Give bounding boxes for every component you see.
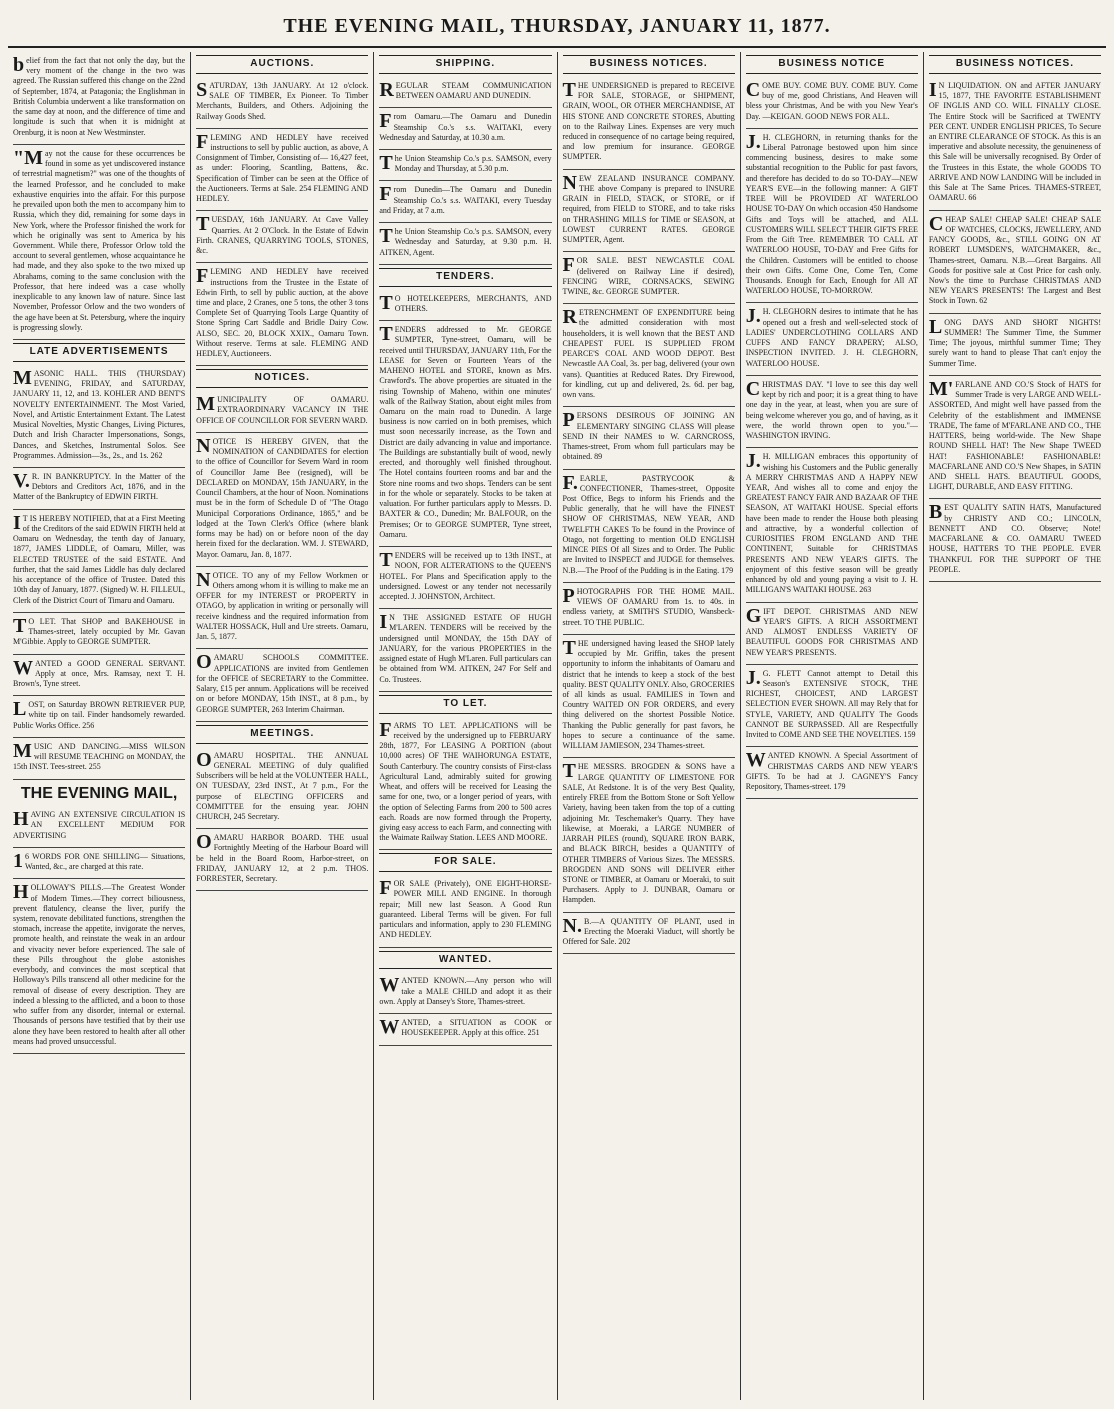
section-heading: FOR SALE. — [379, 853, 551, 872]
ad-text: THE undersigned having leased the SHOP lately occupied by Mr. Griffin, takes the present opportunity to inform the inhabitants of Oamaru and district that he intends to keep a stock of the best quality. BEST QUALITY ONLY. Also, GROCERIES of all kinds as usual. FAMILIES in Town and Country WAITED ON FOR ORDERS, and every thing delivered on the shortest Possible Notice. Thanking the Public generally for past favors, he hopes to secure a continuance of the same. WILLIAM JAMIESON, 234 Thames-street. — [562, 636, 735, 751]
advertisement — [379, 717, 551, 851]
advertisement — [929, 376, 1101, 500]
ad-text: REGULAR STEAM COMMUNICATION BETWEEN OAMARU AND DUNEDIN. — [379, 78, 552, 101]
ad-text: FOR SALE. BEST NEWCASTLE COAL (delivered on Railway Line if desired), FENCING WIRE, CORNSACKS, SEWING TWINE, &c. GEORGE SUMPTER. — [562, 254, 735, 297]
ad-text: FLEMING AND HEDLEY have received instructions to sell by public auction, as above, A Consignment of Timber, Consisting of— 16,427 feet, as under: Flooring, Scantling, Battens, &c. Specification of Timber can be seen at the Office of the Auctioneers. Terms at Sale. 254 FLEMING AND HEDLEY. — [196, 130, 369, 204]
ad-text: PHOTOGRAPHS FOR THE HOME MAIL. VIEWS OF OAMARU from 1s. to 40s. in endless variety, at SMITH'S STUDIO, Wansbeck-street. TO THE PUBLIC. — [562, 584, 735, 627]
advertisement — [929, 77, 1101, 211]
advertisement — [563, 583, 735, 635]
ad-text: HAVING AN EXTENSIVE CIRCULATION IS AN EXCELLENT MEDIUM FOR ADVERTISING — [13, 808, 186, 840]
ad-text: OAMARU SCHOOLS COMMITTEE. APPLICATIONS are invited from Gentlemen for the OFFICE of SECRETARY to the Committee. Salary, £15 per annum. Applications will be received on or before MONDAY, 15th INST., at 8 p.m., by GEORGE SUMPTER, 263 Interim Chairman. — [196, 651, 369, 714]
ad-text: "May not the cause for these occurrences be found in some as yet undiscovered instance of terrestrial magnetism?" was one of the thoughts of the learned Professor, and he concluded to make exhaustive enquiries into the affair. For this purpose he prevailed upon both the men to accompany him to Russia, which they did, remaining for some days in New York, where the Professor finished the work for which he originally was sent to America by his Government. While there, Professor Orlow told the account to several gentlemen, whose acquaintance he had made, and they also spoke to the two mixed up Abrahams, coming to the same conclusion with the Professor, that here indeed was a case wholly inexplicable to any known law of nature. Since last November, Professor Orlow and the two wonders of the age have been at St. Petersburg, where the inquiry is progressing slowly. — [13, 146, 186, 332]
advertisement — [746, 303, 918, 375]
column-6 — [924, 52, 1106, 1400]
advertisement — [563, 635, 735, 759]
ad-text: SATURDAY, 13th JANUARY. At 12 o'clock. SALE OF TIMBER, Ex Pioneer. To Timber Merchants, Builders, and Others. Adjoining the Railway Goods Shed. — [196, 78, 369, 121]
advertisement — [196, 263, 368, 366]
section-heading: BUSINESS NOTICE — [746, 55, 918, 74]
advertisement — [13, 806, 185, 848]
ad-text: N.B.—A QUANTITY OF PLANT, used in Erecting the Moeraki Viaduct, will shortly be Offered for Sale. 202 — [562, 914, 735, 947]
ad-text: FLEMING AND HEDLEY have received instructions from the Trustee in the Estate of Edwin Firth, to sell by public auction, at the above time and place, 2 Cranes, one 5 tons, the other 3 tons Complete Set of Quarrying Tools Large Quantity of Stone Spring Cart Saddle and Bridle Dairy Cow. ALSO, SEC. 20, BLOCK XXIX., Oamaru Town. Without reserve. Terms at sale. FLEMING AND HEDLEY, Auctioneers. — [196, 265, 369, 359]
ad-text: RETRENCHMENT OF EXPENDITURE being the admitted consideration with most householders, it is well known that the BEST AND CHEAPEST FUEL IS SUPPLIED FROM PEARCE'S COAL AND WOOD DEPOT. Best Newcastle AA Coal, 3s. per bag, delivered (your own vans). Quantities at Reduced Rates. Dry Firewood, for kindling, cut up and delivered, 2s. 6d. per bag, own vans. — [562, 306, 735, 400]
advertisement — [379, 321, 551, 547]
section-heading: LATE ADVERTISEMENTS — [13, 343, 185, 362]
ad-text: FARMS TO LET. APPLICATIONS will be received by the undersigned up to FEBRUARY 28th, 1877, For LEASING A PORTION (about 10,000 acres) OF THE WAIHORUNGA ESTATE, South Canterbury. The country consists of First-class Agricultural Land, admirably suited for growing Wheat, and offers will be received for Leasing the same for one, two, or a longer period of years, with the option of Selecting Farms from 200 to 500 acres each. Roads are now formed through the Property, giving easy access to each Farm, and connecting with the Waimate Railway Station. LEES AND MOORE. — [379, 718, 552, 843]
advertisement — [13, 365, 185, 468]
advertisement — [13, 613, 185, 655]
advertisement — [746, 448, 918, 602]
advertisement — [746, 747, 918, 799]
advertisement — [379, 290, 551, 321]
ad-text: NOTICE IS HEREBY GIVEN, that the NOMINATION of CANDIDATES for election to the office of Councillor for Severn Ward in room of Councillor Jame Bee (resigned), will be DECLARED on MONDAY, 15th JANUARY, in the Council Chambers, at the hour of Noon. Nominations must be in the form of Schedule D of "The Otago Municipal Corporations Ordinance, 1865," and be lodged at the Town Clerk's Office (where blank forms may be had) on or before noon of the day herein fixed for the declaration. WM. J. STEWARD, Mayor. Oamaru, Jan. 8, 1877. — [196, 434, 369, 559]
ad-text: V.R. IN BANKRUPTCY. In the Matter of the Debtors and Creditors Act, 1876, and in the Matter of the Bankruptcy of EDWIN FIRTH. — [13, 470, 186, 502]
advertisement — [196, 567, 368, 650]
ad-text: COME BUY. COME BUY. COME BUY. Come buy of me, good Christians, And Heaven will bless your Christmas, And be with you New Year's Day. —KEIGAN. GOOD NEWS FOR ALL. — [745, 78, 918, 121]
advertisement — [929, 499, 1101, 582]
advertisement — [196, 433, 368, 567]
advertisement — [379, 223, 551, 265]
ad-text: NOTICE. TO any of my Fellow Workmen or Others among whom it is willing to make me an OFFER for my INTEREST or PROPERTY in OTAGO, by application in writing or personally will receive kindness and the required information from WALTER HOSSACK, Hull and Ure streets. Oamaru, Jan. 5, 1877. — [196, 568, 369, 642]
advertisement — [379, 609, 551, 692]
advertisement — [563, 407, 735, 469]
ad-text: WANTED a GOOD GENERAL SERVANT. Apply at once, Mrs. Ramsay, next T. H. Brown's, Tyne street. — [13, 656, 186, 688]
column-3 — [374, 52, 557, 1400]
ad-text: IN THE ASSIGNED ESTATE OF HUGH M'LAREN. TENDERS will be received by the undersigned until MONDAY, the 15th DAY of JANUARY, for the various PROPERTIES in the assigned estate of Hugh M'Laren. Full particulars can be obtained from WM. AITKEN, 247 For Self and Co. Trustees. — [379, 611, 552, 684]
ad-text: NEW ZEALAND INSURANCE COMPANY. THE above Company is prepared to INSURE GRAIN in FIELD, STACK, or STORE, or if required, from FIELD to STORE, and to take risks on THRASHING MILLS for TIME or SEASON, at LOWEST CURRENT RATES. GEORGE SUMPTER, Agent. — [562, 171, 735, 245]
ad-text: TO LET. That SHOP and BAKEHOUSE in Thames-street, lately occupied by Mr. Gavan M'Gibbie. Apply to GEORGE SUMPTER. — [13, 614, 186, 647]
advertisement — [563, 77, 735, 170]
ad-text: THE UNDERSIGNED is prepared to RECEIVE FOR SALE, STORAGE, or SHIPMENT, GRAIN, WOOL, OR OTHER MERCHANDISE, AT HIS STONE AND CONCRETE STORES, Abutting on to the Railway Lines. Expenses are very much reduced in consequence of no cartage being required, and low premium for insurance. GEORGE SUMPTER. — [562, 78, 735, 162]
advertisement — [929, 211, 1101, 314]
advertisement — [379, 1014, 551, 1045]
advertisement — [196, 77, 368, 129]
advertisement — [196, 391, 368, 433]
ad-text: HOLLOWAY'S PILLS.—The Greatest Wonder of Modern Times.—They correct biliousness, prevent flatulency, cleanse the liver, purify the system, renovate debilitated functions, strengthen the stomach, increase the appetite, invigorate the nerves, promote health, and reinstate the weak in an ardour and vivacity never before experienced. The sale of these Pills throughout the globe astonishes everybody, and convinces the most sceptical that Holloway's Pills transcend all other medicine for the removal of disease of every description. They are indeed a blessing to the afflicted, and a boon to those who suffer from any disorder, internal or external. Thousands of persons have testified that by their use alone they have been restored to health after all other means had proved unsuccessful. — [13, 881, 186, 1046]
advertisement — [379, 181, 551, 223]
advertisement — [13, 879, 185, 1054]
advertisement — [746, 665, 918, 748]
advertisement — [13, 468, 185, 510]
ad-text: 16 WORDS FOR ONE SHILLING— Situations, Wanted, &c., are charged at this rate. — [13, 849, 186, 872]
ad-text: TUESDAY, 16th JANUARY. At Cave Valley Quarries. At 2 O'Clock. In the Estate of Edwin Firth. CRANES, QUARRYING TOOLS, STONES, &c. — [196, 213, 369, 256]
advertisement — [379, 875, 551, 947]
ad-text: TENDERS will be received up to 13th INST., at NOON, FOR ALTERATIONS to the QUEEN'S HOTEL. For Plans and Specification apply to the undersigned. Lowest or any tender not necessarily accepted. J. JOHNSTON, Architect. — [379, 549, 552, 601]
section-heading: WANTED. — [379, 951, 551, 970]
ad-text: OAMARU HARBOR BOARD. THE usual Fortnightly Meeting of the Harbour Board will be held in the Board Room, Harbor-street, on FRIDAY, JANUARY 12, at 2 p.m. THOS. FORRESTER, Secretary. — [196, 831, 369, 884]
section-heading: TO LET. — [379, 695, 551, 714]
advertisement — [563, 304, 735, 407]
ad-text: OAMARU HOSPITAL. THE ANNUAL GENERAL MEETING of duly qualified Subscribers will be held at the VOLUNTEER HALL, ON TUESDAY, 23rd INST., At 7 p.m., For the purpose of ELECTING OFFICERS and COMMITTEE for the ensuing year. JOHN CHURCH, 245 Secretary. — [196, 748, 369, 821]
ad-text: MUNICIPALITY OF OAMARU. EXTRAORDINARY VACANCY IN THE OFFICE OF COUNCILLOR FOR SEVERN WARD. — [196, 393, 369, 425]
advertisement — [563, 758, 735, 912]
advertisement — [13, 145, 185, 340]
ad-text: J.H. CLEGHORN, in returning thanks for the Liberal Patronage bestowed upon him since commencing business, desires to make some substantial recognition to the Public for past favors, and therefore has decided to do so TO-DAY—NEW YEAR'S EVE—in the following manner: A GIFT TREE Will be PROVIDED AT WATERLOO HOUSE TO-DAY On which occasion 450 Handsome Gifts and Toys will be attached, and ALL CUSTOMERS WILL SELECT THEIR GIFTS FREE From the Gift Tree. REMEMBER TO CALL AT WATERLOO HOUSE, TO-DAY and Free Gifts for the Children. Customers will be entitled to choose their own Gifts. Come One, Come Ten, Come Thousands. Enough for Each, Enough for All AT WATERLOO HOUSE, TO-MORROW. — [745, 130, 918, 296]
ad-text: CHRISTMAS DAY. "I love to see this day well kept by rich and poor; it is a great thing to have one day in the year, at least, when you are sure of being welcome wherever you go, and of having, as it were, the world thrown open to you."—WASHINGTON IRVING. — [745, 377, 918, 441]
advertisement — [379, 972, 551, 1014]
ad-text: WANTED KNOWN.—Any person who will take a MALE CHILD and adopt it as their own. Apply at Dansey's Store, Thames-street. — [379, 974, 552, 1006]
ad-text: F.EARLE, PASTRYCOOK & CONFECTIONER, Thames-street, Opposite Post Office, Begs to inform his Friends and the Public generally, that he will have the FINEST SHOW OF CHRISTMAS, NEW YEAR, AND TWELFTH CAKES To be found in the Province of Otago, not forgetting to mention OLD ENGLISH MINCE PIES Of all Sizes and to Order. The Public are Invited to INSPECT and JUDGE for themselves. N.B.—The Proof of the Pudding is in the Eating. 179 — [562, 471, 735, 575]
advertisement — [746, 77, 918, 129]
ad-text: MASONIC HALL. THIS (THURSDAY) EVENING, FRIDAY, and SATURDAY, JANUARY 11, 12, and 13. KOHLER AND BENT'S NOVELTY ENTERTAINMENT. The Most Varied, Novel, and Artistic Entertainment Extant. The Latest Musical Novelties, Mystic Changes, Living Pictures, Dutch and Irish Character Impersonations, Songs, Dances, and Sketches, Instrumental Solos. See Programmes. Admission—3s., 2s., and 1s. 262 — [13, 366, 186, 460]
advertisement — [13, 510, 185, 613]
column-5 — [741, 52, 924, 1400]
section-heading: AUCTIONS. — [196, 55, 368, 74]
advertisement — [13, 655, 185, 697]
advertisement — [13, 848, 185, 879]
ad-text: J.H. CLEGHORN desires to intimate that he has opened out a fresh and well-selected stock of LADIES' UNDERCLOTHING COLLARS AND CUFFS AND FANCY DRAPERY; ALSO, INSPECTION INVITED. J. H. CLEGHORN, WATERLOO HOUSE. — [745, 305, 918, 368]
advertisement — [379, 547, 551, 609]
ad-text: LOST, on Saturday BROWN RETRIEVER PUP, white tip on tail. Finder handsomely rewarded. Public Works Office. 256 — [13, 698, 186, 730]
advertisement — [196, 649, 368, 721]
masthead — [8, 6, 1106, 48]
advertisement — [13, 738, 185, 780]
ad-text: WANTED KNOWN. A Special Assortment of CHRISTMAS CARDS AND NEW YEAR'S GIFTS. To be had at J. CAGNEY'S Fancy Repository, Thames-street. 179 — [745, 749, 918, 792]
advertisement — [379, 77, 551, 108]
advertisement — [929, 314, 1101, 376]
ad-text: belief from the fact that not only the day, but the very moment of the change in the two was agreed. The Russian suffered this change on the 22nd of September, 1874, at Patagonia; the Englishman in British Columbia underwent a like transformation on the same day at noon, and the difference of time and longitude is such that when it is midnight at Orenburg, it is noon at New Westminster. — [13, 54, 186, 137]
advertisement — [563, 170, 735, 253]
ad-text: IN LIQUIDATION. ON and AFTER JANUARY 15, 1877, THE FAVORITE ESTABLISHMENT OF INGLIS AND CO. WILL FINALLY CLOSE. The Entire Stock will be Sacrificed at TWENTY PER CENT. UNDER ENGLISH PRICES, To Secure an ENTIRE CLEARANCE OF STOCK. As this is an imperative and absolute necessity, the genuineness of this Sale will be universally recognised. By Order of the Trustees in this Estate, the whole GOODS TO ARRIVE AND NOW LANDING Will be included in this Sale at The Same Prices. THAMES-STREET, OAMARU. 66 — [928, 78, 1102, 203]
advertisement — [746, 603, 918, 665]
ad-text: TENDERS addressed to Mr. GEORGE SUMPTER, Tyne-street, Oamaru, will be received until THURSDAY, JANUARY 11th, For the LEASE for Seven or Fourteen Years of the MAHENO HOTEL and STORE, known as Mrs. Crawford's. The above properties are situated in the rising Township of Maheno, within one minutes' walk of the Railway Station, about eight miles from Oamaru on the main road to Dunedin. A large business is now carried on in both premises, which must soon necessarily increase, as the Town and District are daily advancing in value and importance. The Buildings are substantially built of wood, newly erected, and thoroughly well finished throughout. The Hotel contains fourteen rooms and bar and the Store nine rooms and two shops. Tenders can be sent in for the whole or separately. Stocks to be taken at valuation. For further particulars apply to Messrs. D. BAXTER & CO., Dunedin; Mr. BALFOUR, on the Premises; Or to GEORGE SUMPTER, Tyne street, Oamaru. — [379, 323, 552, 539]
ad-text: TO HOTELKEEPERS, MERCHANTS, AND OTHERS. — [379, 291, 552, 314]
column-2 — [191, 52, 374, 1400]
advertisement — [13, 52, 185, 145]
advertisement — [746, 376, 918, 448]
ad-text: The Union Steamship Co.'s p.s. SAMSON, every Wednesday and Saturday, at 9.30 p.m. H. AITKEN, Agent. — [379, 225, 552, 257]
section-heading: MEETINGS. — [196, 725, 368, 744]
ad-text: IT IS HEREBY NOTIFIED, that at a First Meeting of the Creditors of the said EDWIN FIRTH held at Oamaru on Wednesday, the tenth day of January, 1877, JAMES LIDDLE, of Oamaru, Miller, was ELECTED TRUSTEE of the said ESTATE. And further, that the said James Liddle has duly declared his acceptance of the office of Trustee. Dated this 10th day of January, 1877. (Signed) W. H. FILLEUL, Clerk of the District Court of Timaru and Oamaru. — [13, 511, 186, 605]
ad-text: J.G. FLETT Cannot attempt to Detail this Season's EXTENSIVE STOCK, THE RICHEST, CHOICEST, AND LARGEST SELECTION EVER SHOWN. All may Rely that for STYLE, VARIETY, AND QUALITY The Goods CANNOT BE SURPASSED. All are Respectfully Invited to COME AND SEE THE NOVELTIES. 159 — [745, 666, 918, 740]
section-heading: TENDERS. — [379, 268, 551, 287]
advertisement — [196, 211, 368, 263]
advertisement — [196, 747, 368, 830]
ad-text: MUSIC AND DANCING.—MISS WILSON will RESUME TEACHING on MONDAY, the 15th INST. Tees-street. 255 — [13, 739, 186, 772]
advertisement — [746, 129, 918, 304]
ad-text: PERSONS DESIROUS OF JOINING AN ELEMENTARY SINGING CLASS Will please SEND IN their NAMES to W. CARNCROSS, Thames-street, From whom full particulars may be obtained. 89 — [562, 409, 735, 462]
advertisement — [13, 696, 185, 738]
masthead-title: THE EVENING MAIL, THURSDAY, JANUARY 11, 1877. — [283, 14, 831, 37]
ad-text: M'FARLANE AND CO.'S Stock of HATS for Summer Trade is very LARGE AND WELL-ASSORTED, And might well have passed from the Celebrity of the establishment and IMMENSE TRADE, The fame of M'FARLANE AND CO., THE HATTERS, being world-wide. The New Shape ROUND SHELL HAT! The New Shape TWEED HAT! FASHIONABLE! FASHIONABLE! MACFARLANE AND CO.'S New Shapes, in SATIN AND SHELL HATS. BEAUTIFUL GOODS, LIGHT, DURABLE, AND EASY FITTING. — [928, 377, 1102, 492]
ad-text: The Union Steamship Co.'s p.s. SAMSON, every Monday and Thursday, at 5.30 p.m. — [379, 151, 552, 174]
ad-text: WANTED, a SITUATION as COOK or HOUSEKEEPER. Apply at this office. 251 — [379, 1016, 552, 1039]
advertisement — [563, 913, 735, 955]
advertisement — [379, 150, 551, 181]
ad-text: CHEAP SALE! CHEAP SALE! CHEAP SALE OF WATCHES, CLOCKS, JEWELLERY, AND FANCY GOODS, &c., STILL GOING ON AT ROBERT LUMSDEN'S, WATCHMAKER, &c., Thames-street, Oamaru. N.B.—Great Bargains. All Goods for positive sale at Cost Price for cash only. Now's the time to Purchase CHRISTMAS AND NEW YEAR'S PRESENTS! The Largest and Best Stock in Town. 62 — [928, 212, 1102, 306]
section-heading: BUSINESS NOTICES. — [563, 55, 735, 74]
section-heading: SHIPPING. — [379, 55, 551, 74]
ad-text: THE MESSRS. BROGDEN & SONS have a LARGE QUANTITY OF LIMESTONE FOR SALE, At Redstone. It is of the very Best Quality, entirely FREE from the Bottom Stone or Soft Yellow Variety, having been taken from the top of a cutting adjoining Mr. Teschemaker's Quarry. They have likewise, at Moeraki, a LARGE NUMBER of JARRAH PILES (round), SQUARE IRON BARK, and BLACK BIRCH, besides a QUANTITY of OTHER TIMBERS of Various Sizes. The MESSRS. BROGDEN AND SONS will DELIVER either STONE or TIMBER, at Oamaru or Moeraki, to suit Purchasers. Apply to J. DUNBAR, Oamaru or Hampden. — [562, 760, 735, 905]
section-heading: BUSINESS NOTICES. — [929, 55, 1101, 74]
masthead-promo: THE EVENING MAIL, — [20, 784, 178, 802]
advertisement — [379, 108, 551, 150]
ad-text: LONG DAYS AND SHORT NIGHTS! SUMMER! The Summer Time, the Summer Time; The joyous, mirthful summer Time; They surely want to hand to please That can't enjoy the Summer Time. — [928, 315, 1102, 368]
column-1 — [8, 52, 191, 1400]
ad-text: From Oamaru.—The Oamaru and Dunedin Steamship Co.'s s.s. WAITAKI, every Wednesday and Saturday, at 10.30 a.m. — [379, 110, 552, 142]
columns — [8, 52, 1106, 1400]
advertisement — [196, 129, 368, 212]
ad-text: FOR SALE (Privately), ONE EIGHT-HORSE-POWER MILL AND ENGINE. In thorough repair; Mill new last Season. A Good Run guaranteed. Liberal Terms will be given. For full particulars and information, apply to 230 FLEMING AND HEDLEY. — [379, 877, 552, 940]
column-4 — [558, 52, 741, 1400]
advertisement — [196, 829, 368, 891]
advertisement — [563, 470, 735, 583]
ad-text: J.H. MILLIGAN embraces this opportunity of wishing his Customers and the Public generally A MERRY CHRISTMAS AND A HAPPY NEW YEAR, And wishes all to come and enjoy the GREATEST FANCY FAIR AND BAZAAR OF THE SEASON, AT WAITAKI HOUSE. Special efforts have been made to render the House both pleasing and attractive, by a wonderful collection of CURIOSITIES FROM ENGLAND AND THE CONTINENT, Suitable for CHRISTMAS PRESENTS AND NEW YEAR'S GIFTS. The enjoyment of this festive season will be greatly enhanced by old and young paying a visit to J. H. MILLIGAN'S WAITAKI HOUSE. 263 — [745, 450, 918, 595]
ad-text: BEST QUALITY SATIN HATS, Manufactured by CHRISTY AND CO.; LINCOLN, BENNETT AND CO. Observe; Note! MACFARLANE & CO. OAMARU TWEED HOUSE, HATTERS TO THE PEOPLE. EVER THANKFUL FOR THE SUPPORT OF THE PEOPLE. — [928, 501, 1102, 574]
advertisement — [563, 252, 735, 304]
ad-text: From Dunedin—The Oamaru and Dunedin Steamship Co.'s s.s. WAITAKI, every Tuesday and Friday, at 7 a.m. — [379, 183, 552, 215]
section-heading: NOTICES. — [196, 369, 368, 388]
ad-text: GIFT DEPOT. CHRISTMAS AND NEW YEAR'S GIFTS. A RICH ASSORTMENT AND ALMOST ENDLESS VARIETY OF BEAUTIFUL GOODS FOR CHRISTMAS AND NEW YEAR'S PRESENTS. — [745, 604, 918, 657]
